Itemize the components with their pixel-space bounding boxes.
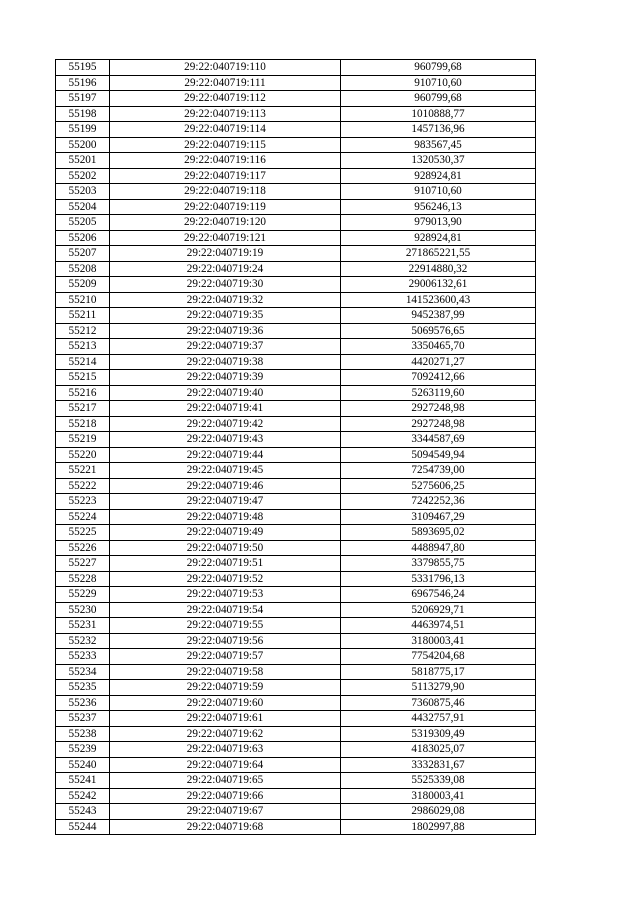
cadastral-number-cell: 29:22:040719:54 bbox=[110, 602, 341, 618]
row-number-cell: 55227 bbox=[56, 556, 110, 572]
row-number-cell: 55196 bbox=[56, 75, 110, 91]
cadastral-number-cell: 29:22:040719:51 bbox=[110, 556, 341, 572]
table-row bbox=[56, 199, 536, 215]
cadastral-number-cell: 29:22:040719:47 bbox=[110, 494, 341, 510]
cadastral-number-cell: 29:22:040719:56 bbox=[110, 633, 341, 649]
cadastral-value-cell: 29006132,61 bbox=[341, 277, 536, 293]
cadastral-value-cell: 2927248,98 bbox=[341, 416, 536, 432]
table-row bbox=[56, 401, 536, 417]
row-number-cell: 55209 bbox=[56, 277, 110, 293]
table-row bbox=[56, 618, 536, 634]
cadastral-value-cell: 5525339,08 bbox=[341, 773, 536, 789]
table-body bbox=[56, 60, 536, 835]
row-number-cell: 55203 bbox=[56, 184, 110, 200]
cadastral-number-cell: 29:22:040719:45 bbox=[110, 463, 341, 479]
table-row bbox=[56, 757, 536, 773]
cadastral-number-cell: 29:22:040719:55 bbox=[110, 618, 341, 634]
cadastral-number-cell: 29:22:040719:110 bbox=[110, 60, 341, 76]
cadastral-value-cell: 983567,45 bbox=[341, 137, 536, 153]
row-number-cell: 55231 bbox=[56, 618, 110, 634]
table-row bbox=[56, 323, 536, 339]
table-row bbox=[56, 308, 536, 324]
cadastral-number-cell: 29:22:040719:114 bbox=[110, 122, 341, 138]
cadastral-value-cell: 979013,90 bbox=[341, 215, 536, 231]
cadastral-value-cell: 4488947,80 bbox=[341, 540, 536, 556]
cadastral-value-cell: 141523600,43 bbox=[341, 292, 536, 308]
cadastral-number-cell: 29:22:040719:39 bbox=[110, 370, 341, 386]
cadastral-value-cell: 7754204,68 bbox=[341, 649, 536, 665]
cadastral-number-cell: 29:22:040719:112 bbox=[110, 91, 341, 107]
cadastral-number-cell: 29:22:040719:32 bbox=[110, 292, 341, 308]
cadastral-value-cell: 4463974,51 bbox=[341, 618, 536, 634]
table-row bbox=[56, 571, 536, 587]
row-number-cell: 55223 bbox=[56, 494, 110, 510]
cadastral-value-cell: 6967546,24 bbox=[341, 587, 536, 603]
row-number-cell: 55213 bbox=[56, 339, 110, 355]
cadastral-value-cell: 5094549,94 bbox=[341, 447, 536, 463]
cadastral-value-cell: 956246,13 bbox=[341, 199, 536, 215]
cadastral-value-cell: 5319309,49 bbox=[341, 726, 536, 742]
cadastral-number-cell: 29:22:040719:113 bbox=[110, 106, 341, 122]
row-number-cell: 55212 bbox=[56, 323, 110, 339]
cadastral-value-cell: 4432757,91 bbox=[341, 711, 536, 727]
row-number-cell: 55215 bbox=[56, 370, 110, 386]
cadastral-number-cell: 29:22:040719:53 bbox=[110, 587, 341, 603]
cadastral-value-cell: 3180003,41 bbox=[341, 633, 536, 649]
table-row bbox=[56, 788, 536, 804]
cadastral-number-cell: 29:22:040719:49 bbox=[110, 525, 341, 541]
table-row bbox=[56, 680, 536, 696]
cadastral-value-cell: 1010888,77 bbox=[341, 106, 536, 122]
cadastral-value-cell: 3344587,69 bbox=[341, 432, 536, 448]
table-row bbox=[56, 416, 536, 432]
row-number-cell: 55240 bbox=[56, 757, 110, 773]
row-number-cell: 55244 bbox=[56, 819, 110, 835]
table-row bbox=[56, 122, 536, 138]
table-row bbox=[56, 742, 536, 758]
cadastral-value-cell: 5263119,60 bbox=[341, 385, 536, 401]
row-number-cell: 55224 bbox=[56, 509, 110, 525]
row-number-cell: 55214 bbox=[56, 354, 110, 370]
cadastral-value-cell: 2927248,98 bbox=[341, 401, 536, 417]
table-row bbox=[56, 509, 536, 525]
row-number-cell: 55243 bbox=[56, 804, 110, 820]
table-row bbox=[56, 91, 536, 107]
cadastral-value-cell: 7360875,46 bbox=[341, 695, 536, 711]
cadastral-number-cell: 29:22:040719:48 bbox=[110, 509, 341, 525]
row-number-cell: 55226 bbox=[56, 540, 110, 556]
cadastral-value-cell: 5113279,90 bbox=[341, 680, 536, 696]
cadastral-value-cell: 271865221,55 bbox=[341, 246, 536, 262]
table-row bbox=[56, 432, 536, 448]
cadastral-number-cell: 29:22:040719:67 bbox=[110, 804, 341, 820]
row-number-cell: 55217 bbox=[56, 401, 110, 417]
row-number-cell: 55205 bbox=[56, 215, 110, 231]
table-row bbox=[56, 726, 536, 742]
cadastral-number-cell: 29:22:040719:46 bbox=[110, 478, 341, 494]
table-row bbox=[56, 60, 536, 76]
table-row bbox=[56, 106, 536, 122]
cadastral-number-cell: 29:22:040719:64 bbox=[110, 757, 341, 773]
cadastral-number-cell: 29:22:040719:58 bbox=[110, 664, 341, 680]
table-row bbox=[56, 711, 536, 727]
cadastral-value-cell: 1457136,96 bbox=[341, 122, 536, 138]
row-number-cell: 55210 bbox=[56, 292, 110, 308]
row-number-cell: 55218 bbox=[56, 416, 110, 432]
cadastral-number-cell: 29:22:040719:42 bbox=[110, 416, 341, 432]
row-number-cell: 55241 bbox=[56, 773, 110, 789]
table-row bbox=[56, 339, 536, 355]
table-row bbox=[56, 292, 536, 308]
cadastral-value-cell: 3332831,67 bbox=[341, 757, 536, 773]
cadastral-number-cell: 29:22:040719:59 bbox=[110, 680, 341, 696]
cadastral-number-cell: 29:22:040719:62 bbox=[110, 726, 341, 742]
row-number-cell: 55238 bbox=[56, 726, 110, 742]
row-number-cell: 55236 bbox=[56, 695, 110, 711]
cadastral-value-cell: 4183025,07 bbox=[341, 742, 536, 758]
row-number-cell: 55239 bbox=[56, 742, 110, 758]
cadastral-number-cell: 29:22:040719:44 bbox=[110, 447, 341, 463]
cadastral-number-cell: 29:22:040719:60 bbox=[110, 695, 341, 711]
row-number-cell: 55237 bbox=[56, 711, 110, 727]
table-row bbox=[56, 370, 536, 386]
table-row bbox=[56, 649, 536, 665]
cadastral-value-cell: 928924,81 bbox=[341, 168, 536, 184]
table-row bbox=[56, 230, 536, 246]
cadastral-number-cell: 29:22:040719:35 bbox=[110, 308, 341, 324]
table-row bbox=[56, 525, 536, 541]
cadastral-value-cell: 3379855,75 bbox=[341, 556, 536, 572]
table-row bbox=[56, 215, 536, 231]
cadastral-number-cell: 29:22:040719:68 bbox=[110, 819, 341, 835]
table-row bbox=[56, 385, 536, 401]
row-number-cell: 55229 bbox=[56, 587, 110, 603]
table-row bbox=[56, 168, 536, 184]
cadastral-value-cell: 5069576,65 bbox=[341, 323, 536, 339]
cadastral-number-cell: 29:22:040719:63 bbox=[110, 742, 341, 758]
table-row bbox=[56, 277, 536, 293]
table-row bbox=[56, 587, 536, 603]
cadastral-value-cell: 1802997,88 bbox=[341, 819, 536, 835]
row-number-cell: 55199 bbox=[56, 122, 110, 138]
table-row bbox=[56, 494, 536, 510]
table-row bbox=[56, 184, 536, 200]
row-number-cell: 55222 bbox=[56, 478, 110, 494]
table-row bbox=[56, 819, 536, 835]
cadastral-number-cell: 29:22:040719:66 bbox=[110, 788, 341, 804]
cadastral-number-cell: 29:22:040719:52 bbox=[110, 571, 341, 587]
cadastral-number-cell: 29:22:040719:30 bbox=[110, 277, 341, 293]
cadastral-number-cell: 29:22:040719:61 bbox=[110, 711, 341, 727]
cadastral-value-cell: 1320530,37 bbox=[341, 153, 536, 169]
cadastral-value-cell: 928924,81 bbox=[341, 230, 536, 246]
table-row bbox=[56, 556, 536, 572]
cadastral-value-cell: 2986029,08 bbox=[341, 804, 536, 820]
table-row bbox=[56, 540, 536, 556]
cadastral-value-cell: 3109467,29 bbox=[341, 509, 536, 525]
cadastral-number-cell: 29:22:040719:119 bbox=[110, 199, 341, 215]
cadastral-number-cell: 29:22:040719:118 bbox=[110, 184, 341, 200]
cadastral-number-cell: 29:22:040719:36 bbox=[110, 323, 341, 339]
cadastral-value-cell: 3180003,41 bbox=[341, 788, 536, 804]
table-row bbox=[56, 695, 536, 711]
cadastral-value-cell: 4420271,27 bbox=[341, 354, 536, 370]
table-row bbox=[56, 633, 536, 649]
row-number-cell: 55230 bbox=[56, 602, 110, 618]
cadastral-value-cell: 9452387,99 bbox=[341, 308, 536, 324]
cadastral-number-cell: 29:22:040719:37 bbox=[110, 339, 341, 355]
row-number-cell: 55232 bbox=[56, 633, 110, 649]
cadastral-value-cell: 3350465,70 bbox=[341, 339, 536, 355]
row-number-cell: 55195 bbox=[56, 60, 110, 76]
row-number-cell: 55233 bbox=[56, 649, 110, 665]
row-number-cell: 55207 bbox=[56, 246, 110, 262]
cadastral-number-cell: 29:22:040719:121 bbox=[110, 230, 341, 246]
cadastral-number-cell: 29:22:040719:57 bbox=[110, 649, 341, 665]
table-row bbox=[56, 261, 536, 277]
table-row bbox=[56, 773, 536, 789]
table-row bbox=[56, 463, 536, 479]
cadastral-value-cell: 22914880,32 bbox=[341, 261, 536, 277]
row-number-cell: 55200 bbox=[56, 137, 110, 153]
cadastral-number-cell: 29:22:040719:40 bbox=[110, 385, 341, 401]
cadastral-number-cell: 29:22:040719:19 bbox=[110, 246, 341, 262]
table-row bbox=[56, 153, 536, 169]
table-row bbox=[56, 75, 536, 91]
table-row bbox=[56, 447, 536, 463]
row-number-cell: 55228 bbox=[56, 571, 110, 587]
cadastral-value-cell: 910710,60 bbox=[341, 75, 536, 91]
cadastral-number-cell: 29:22:040719:111 bbox=[110, 75, 341, 91]
cadastral-number-cell: 29:22:040719:43 bbox=[110, 432, 341, 448]
cadastral-value-cell: 7092412,66 bbox=[341, 370, 536, 386]
table-row bbox=[56, 354, 536, 370]
cadastral-value-cell: 960799,68 bbox=[341, 91, 536, 107]
row-number-cell: 55242 bbox=[56, 788, 110, 804]
row-number-cell: 55211 bbox=[56, 308, 110, 324]
table-row bbox=[56, 246, 536, 262]
cadastral-number-cell: 29:22:040719:38 bbox=[110, 354, 341, 370]
row-number-cell: 55219 bbox=[56, 432, 110, 448]
cadastral-value-cell: 5818775,17 bbox=[341, 664, 536, 680]
row-number-cell: 55198 bbox=[56, 106, 110, 122]
row-number-cell: 55206 bbox=[56, 230, 110, 246]
cadastral-number-cell: 29:22:040719:65 bbox=[110, 773, 341, 789]
table-row bbox=[56, 804, 536, 820]
cadastral-value-cell: 5331796,13 bbox=[341, 571, 536, 587]
table-row bbox=[56, 137, 536, 153]
cadastral-value-cell: 5275606,25 bbox=[341, 478, 536, 494]
row-number-cell: 55221 bbox=[56, 463, 110, 479]
row-number-cell: 55208 bbox=[56, 261, 110, 277]
cadastral-value-cell: 5893695,02 bbox=[341, 525, 536, 541]
cadastral-value-table bbox=[55, 59, 536, 835]
row-number-cell: 55197 bbox=[56, 91, 110, 107]
cadastral-value-cell: 7254739,00 bbox=[341, 463, 536, 479]
cadastral-value-cell: 960799,68 bbox=[341, 60, 536, 76]
cadastral-value-cell: 7242252,36 bbox=[341, 494, 536, 510]
row-number-cell: 55201 bbox=[56, 153, 110, 169]
row-number-cell: 55225 bbox=[56, 525, 110, 541]
row-number-cell: 55234 bbox=[56, 664, 110, 680]
row-number-cell: 55202 bbox=[56, 168, 110, 184]
cadastral-number-cell: 29:22:040719:117 bbox=[110, 168, 341, 184]
cadastral-number-cell: 29:22:040719:24 bbox=[110, 261, 341, 277]
cadastral-value-cell: 5206929,71 bbox=[341, 602, 536, 618]
row-number-cell: 55235 bbox=[56, 680, 110, 696]
cadastral-number-cell: 29:22:040719:116 bbox=[110, 153, 341, 169]
row-number-cell: 55204 bbox=[56, 199, 110, 215]
cadastral-number-cell: 29:22:040719:50 bbox=[110, 540, 341, 556]
cadastral-number-cell: 29:22:040719:115 bbox=[110, 137, 341, 153]
row-number-cell: 55220 bbox=[56, 447, 110, 463]
cadastral-value-cell: 910710,60 bbox=[341, 184, 536, 200]
table-row bbox=[56, 664, 536, 680]
row-number-cell: 55216 bbox=[56, 385, 110, 401]
table-row bbox=[56, 602, 536, 618]
cadastral-number-cell: 29:22:040719:120 bbox=[110, 215, 341, 231]
cadastral-number-cell: 29:22:040719:41 bbox=[110, 401, 341, 417]
table-row bbox=[56, 478, 536, 494]
